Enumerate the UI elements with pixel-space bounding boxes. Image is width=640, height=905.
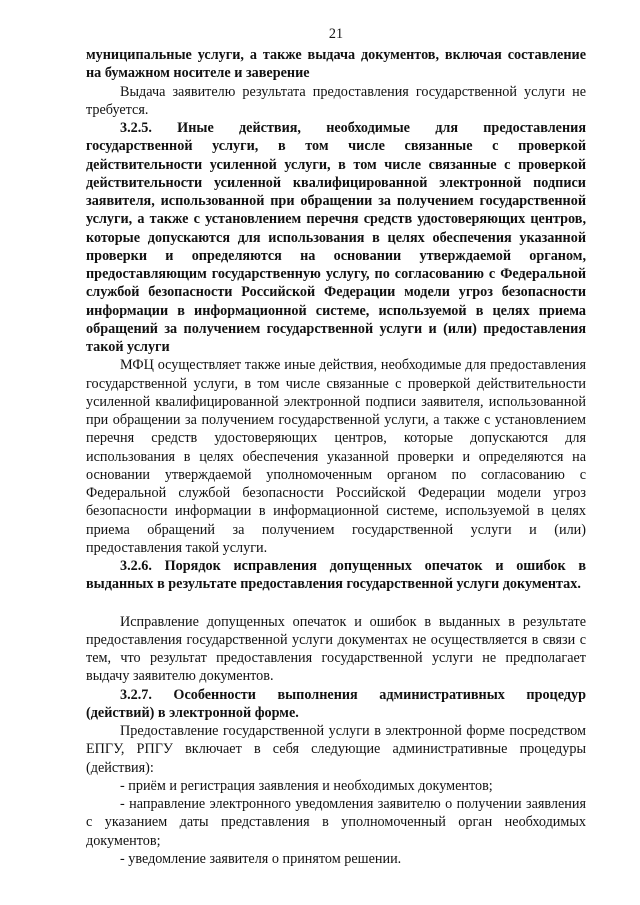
paragraph-corrections: Исправление допущенных опечаток и ошибок в выданных в результате предоставления государственной услуги документах не осуществляется в связи с тем, что результат предоставления государственной услуги не предполагает выдачу заявителю документов. [86, 613, 586, 685]
section-3-2-6-heading: 3.2.6. Порядок исправления допущенных опечаток и ошибок в выданных в результате предоставления государственной услуги документах. [86, 558, 586, 593]
paragraph-continuation: муниципальные услуги, а также выдача документов, включая составление на бумажном носителе и заверение [86, 47, 586, 82]
paragraph-electronic-procedures: Предоставление государственной услуги в электронной форме посредством ЕПГУ, РПГУ включает в себя следующие административные процедуры (действия): [86, 723, 586, 776]
section-3-2-5-heading: 3.2.5. Иные действия, необходимые для предоставления государственной услуги, в том числе связанные с проверкой действительности усиленной услуги, в том числе связанные с проверкой действительности усиленной квалифицированной электронной подписи заявителя, использованной при обращении за получением государственной услуги, а также с установлением перечня средств удостоверяющих центров, которые допускаются для использования в целях обеспечения указанной проверки и определяются на основании утверждаемой органом, предоставляющим государственную услугу, по согласованию с Федеральной службой безопасности Российской Федерации модели угроз безопасности информации в информационной системе, используемой в целях приема обращений за получением государственной услуги и (или) предоставления такой услуги [86, 120, 586, 355]
paragraph-mfc-actions: МФЦ осуществляет также иные действия, необходимые для предоставления государственной услуги, в том числе связанные с проверкой действительности усиленной квалифицированной электронной подписи заявителя, использованной при обращении за получением государственной услуги, а также с установлением перечня средств удостоверяющих центров, которые допускаются для использования в целях обеспечения указанной проверки и определяются на основании утверждаемой уполномоченным органом по согласованию с Федеральной службой безопасности Российской Федерации модели угроз безопасности информации в информационной системе, используемой в целях приема обращений за получением государственной услуги и (или) предоставления такой услуги. [86, 357, 586, 556]
document-body [86, 46, 586, 868]
paragraph-result-not-required: Выдача заявителю результата предоставления государственной услуги не требуется. [86, 83, 586, 118]
page-number: 21 [328, 26, 344, 42]
list-item-registration: - приём и регистрация заявления и необходимых документов; [120, 777, 493, 794]
paragraph-gap [86, 594, 586, 613]
list-item-notification-receipt: - направление электронного уведомления заявителю о получении заявления с указанием даты представления в уполномоченный орган необходимых документов; [86, 796, 586, 849]
document-page [86, 0, 586, 905]
list-item-notification-decision: - уведомление заявителя о принятом решении. [120, 850, 402, 867]
section-3-2-7-heading: 3.2.7. Особенности выполнения административных процедур (действий) в электронной форме. [86, 686, 586, 721]
